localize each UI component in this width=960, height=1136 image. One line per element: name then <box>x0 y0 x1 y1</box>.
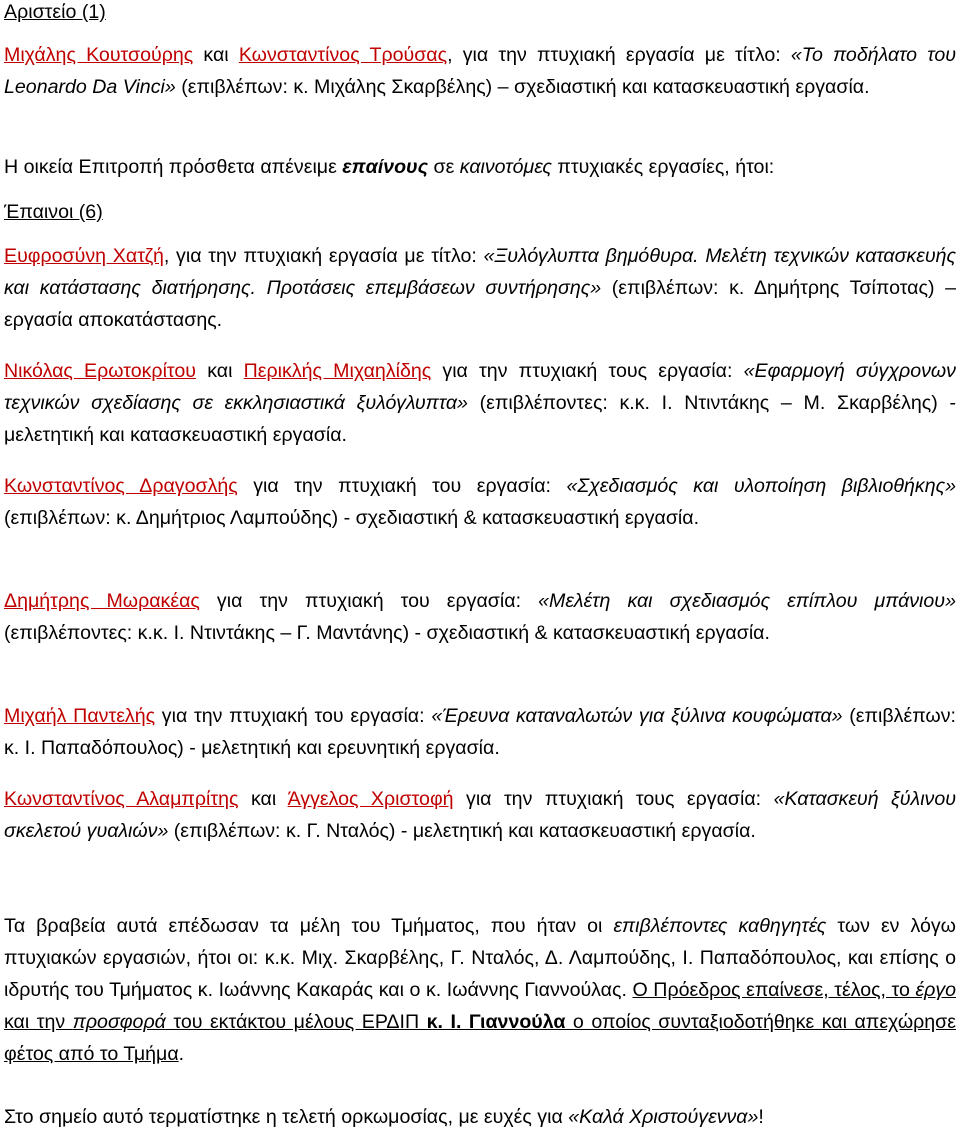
text: και <box>238 788 288 810</box>
thesis-title: «Μελέτη και σχεδιασμός επίπλου μπάνιου» <box>538 590 956 612</box>
thesis-title: «Κατασκευή ξύλινου σκελετού γυαλιών» <box>4 788 957 842</box>
underlined-text: και την <box>4 1011 73 1033</box>
text: (επιβλέποντες: κ.κ. Ι. Ντιντάκης – Μ. Σκαρβέλης) - μελετητική και κατασκευαστική εργασία. <box>4 392 956 446</box>
paragraph-epainos-2 <box>4 355 956 451</box>
emphasis: επαίνους <box>342 156 429 178</box>
underlined-text: ο οποίος συνταξιοδοτήθηκε και απεχώρησε φέτος από το Τμήμα <box>4 1011 956 1065</box>
paragraph-epainos-5 <box>4 700 956 764</box>
text: και <box>196 360 244 382</box>
underlined-emphasis: έργο <box>915 979 957 1001</box>
paragraph-aristeio-award <box>4 39 956 103</box>
text: (επιβλέπων: κ. Ι. Παπαδόπουλος) - μελετητική και ερευνητική εργασία. <box>4 705 956 759</box>
text: πτυχιακές εργασίες, ήτοι: <box>551 156 775 178</box>
student-name: Δημήτρης Μωρακέας <box>4 590 200 612</box>
emphasis: «Καλά Χριστούγεννα» <box>568 1106 759 1128</box>
thesis-title: «Έρευνα καταναλωτών για ξύλινα κουφώματα» <box>431 705 843 727</box>
heading-aristeio: Αριστείο (1) <box>4 1 106 23</box>
text: για την πτυχιακή τους εργασία: <box>431 360 744 382</box>
text: για την πτυχιακή του εργασία: <box>199 590 539 612</box>
thesis-title: «Σχεδιασμός και υλοποίηση βιβλιοθήκης» <box>566 475 956 497</box>
paragraph-closing <box>4 1101 956 1133</box>
paragraph-epainos-6 <box>4 783 956 847</box>
text: Στο σημείο αυτό τερματίστηκε η τελετή ορκωμοσίας, με ευχές για <box>4 1106 569 1128</box>
text: (επιβλέπων: κ. Δημήτριος Λαμπούδης) - σχεδιαστική & κατασκευαστική εργασία. <box>4 507 700 529</box>
text: , για την πτυχιακή εργασία με τίτλο: <box>163 245 484 267</box>
student-name: Ευφροσύνη Χατζή <box>4 245 164 267</box>
thesis-title: «Ξυλόγλυπτα βημόθυρα. Μελέτη τεχνικών κατασκευής και κατάστασης διατήρησης. Προτάσεις επεμβάσεων συντήρησης» <box>4 245 956 299</box>
paragraph-epainoi-intro <box>4 151 956 183</box>
underlined-emphasis: προσφορά <box>72 1011 166 1033</box>
student-name: Περικλής Μιχαηλίδης <box>243 360 432 382</box>
text: (επιβλέπων: κ. Μιχάλης Σκαρβέλης) – σχεδιαστική και κατασκευαστική εργασία. <box>175 76 870 98</box>
student-name: Νικόλας Ερωτοκρίτου <box>4 360 197 382</box>
honoree-name: κ. Ι. Γιαννούλα <box>426 1011 566 1033</box>
emphasis: επιβλέποντες καθηγητές <box>613 915 827 937</box>
paragraph-awards-presenters <box>4 910 956 1070</box>
text: σε <box>428 156 460 178</box>
text: . <box>178 1043 185 1065</box>
text: Τα βραβεία αυτά επέδωσαν τα μέλη του Τμήματος, που ήταν οι <box>4 915 614 937</box>
thesis-title: «Εφαρμογή σύγχρονων τεχνικών σχεδίασης σε εκκλησιαστικά ξυλόγλυπτα» <box>4 360 956 414</box>
paragraph-epainos-1 <box>4 240 956 336</box>
text: για την πτυχιακή του εργασία: <box>155 705 432 727</box>
student-name: Κωνσταντίνος Τρούσας <box>238 44 448 66</box>
emphasis: καινοτόμες <box>459 156 552 178</box>
text: (επιβλέπων: κ. Δημήτρης Τσίποτας) – εργασία αποκατάστασης. <box>4 277 956 331</box>
text: για την πτυχιακή του εργασία: <box>237 475 567 497</box>
student-name: Κωνσταντίνος Δραγοσλής <box>4 475 238 497</box>
student-name: Άγγελος Χριστοφή <box>287 788 454 810</box>
underlined-text: Ο Πρόεδρος επαίνεσε, τέλος, το <box>632 979 916 1001</box>
text: , για την πτυχιακή εργασία με τίτλο: <box>447 44 791 66</box>
text: για την πτυχιακή τους εργασία: <box>453 788 774 810</box>
student-name: Κωνσταντίνος Αλαμπρίτης <box>4 788 239 810</box>
text: και <box>193 44 239 66</box>
student-name: Μιχάλης Κουτσούρης <box>4 44 194 66</box>
text: (επιβλέπων: κ. Γ. Νταλός) - μελετητική και κατασκευαστική εργασία. <box>168 820 756 842</box>
paragraph-epainos-3 <box>4 470 956 534</box>
underlined-text: του εκτάκτου μέλους ΕΡΔΙΠ <box>165 1011 427 1033</box>
thesis-title: «Το ποδήλατο του Leonardo Da Vinci» <box>4 44 956 98</box>
text: (επιβλέποντες: κ.κ. Ι. Ντιντάκης – Γ. Μαντάνης) - σχεδιαστική & κατασκευαστική εργασία. <box>4 622 770 644</box>
text: των εν λόγω πτυχιακών εργασιών, ήτοι οι: κ.κ. Μιχ. Σκαρβέλης, Γ. Νταλός, Δ. Λαμπούδης, Ι. Παπαδόπουλος, και επίσης ο ιδρυτής του Τμήματος κ. Ιωάννης Κακαράς και ο κ. Ιωάννης Γιαννούλας. <box>4 915 956 1001</box>
text: ! <box>758 1106 764 1128</box>
student-name: Μιχαήλ Παντελής <box>4 705 156 727</box>
paragraph-epainos-4 <box>4 585 956 649</box>
text: Η οικεία Επιτροπή πρόσθετα απένειμε <box>4 156 343 178</box>
heading-epainoi: Έπαινοι (6) <box>4 201 103 223</box>
